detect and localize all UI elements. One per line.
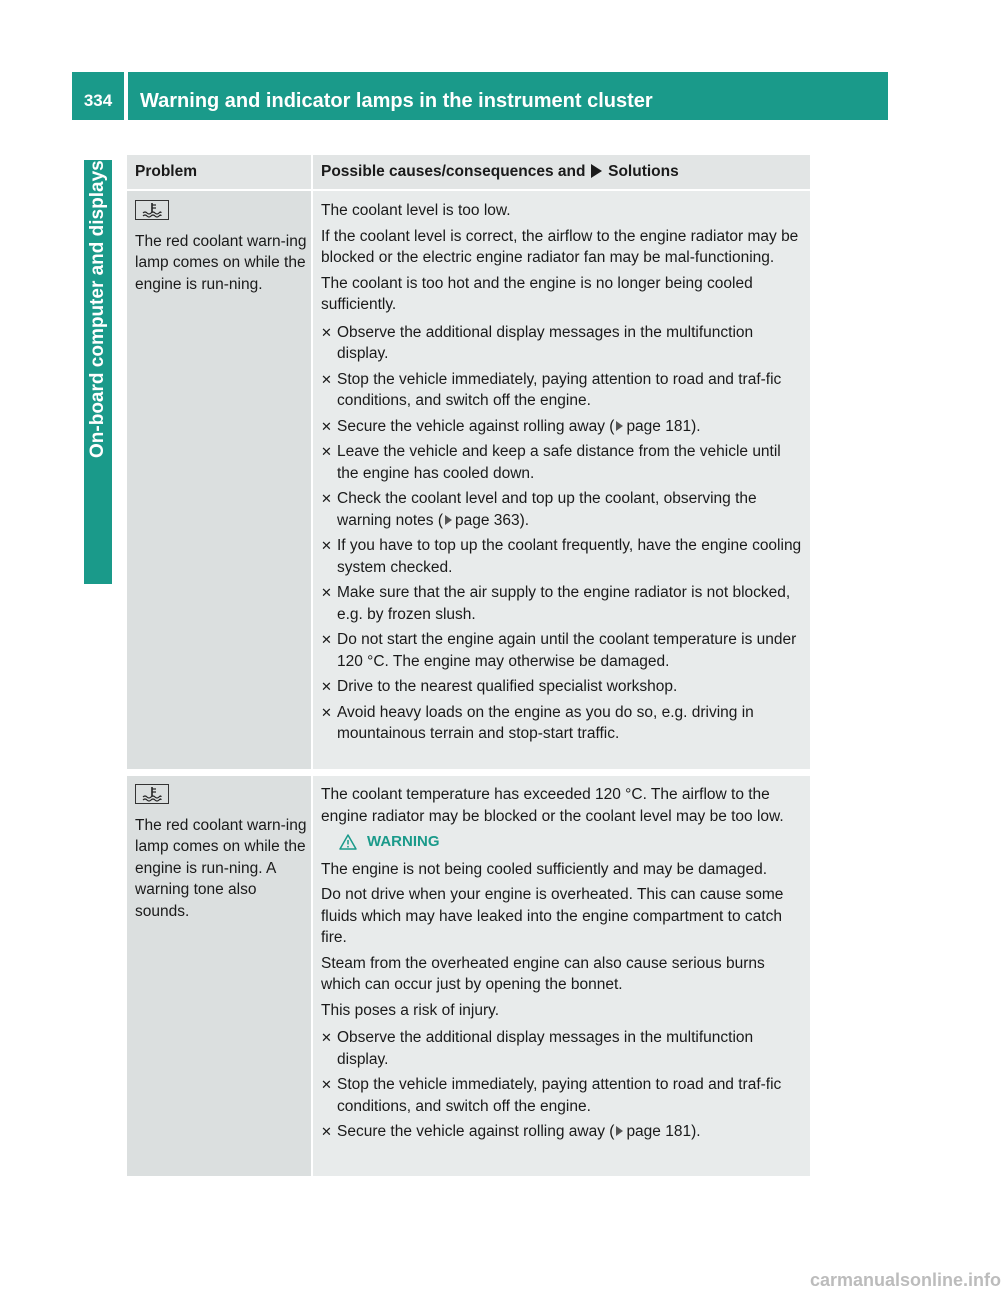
page-number: 334 [72, 72, 124, 120]
problem-cell [127, 776, 313, 1176]
action-arrow-icon [591, 164, 602, 178]
page-ref-arrow-icon [445, 515, 452, 525]
action-x-icon: ✕ [321, 491, 332, 506]
action-x-icon: ✕ [321, 1077, 332, 1092]
cause-paragraph: The coolant temperature has exceeded 120 °C. The airflow to the engine radiator may be blocked or the coolant level may be too low. [321, 786, 784, 825]
warning-lamps-table [127, 155, 810, 1176]
problem-text: The red coolant warn-ing lamp comes on while the engine is run-ning. [135, 232, 307, 293]
page-ref-arrow-icon [616, 1126, 623, 1136]
coolant-temperature-icon [135, 784, 169, 804]
table-row [127, 191, 810, 776]
list-item: ✕ Make sure that the air supply to the engine radiator is not blocked, e.g. by frozen slush. [321, 582, 804, 625]
action-x-icon: ✕ [321, 1124, 332, 1139]
list-item: ✕ Leave the vehicle and keep a safe distance from the vehicle until the engine has cooled down. [321, 441, 804, 484]
page-reference-link[interactable]: page 181 [626, 417, 692, 435]
warning-label: WARNING [367, 833, 440, 850]
page-reference-link[interactable]: page 181 [626, 1123, 692, 1140]
action-x-icon: ✕ [321, 704, 332, 720]
list-item: ✕ Observe the additional display messages in the multifunction display. [321, 1027, 804, 1070]
problem-text: The red coolant warn-ing lamp comes on while the engine is run-ning. A warning tone also sounds. [135, 816, 307, 920]
warning-triangle-icon [339, 834, 357, 850]
action-x-icon: ✕ [321, 1030, 332, 1045]
warning-paragraph: This poses a risk of injury. [321, 1001, 500, 1019]
table-row [127, 776, 810, 1176]
list-item: ✕ Avoid heavy loads on the engine as you do so, e.g. driving in mountainous terrain and stop-start traffic. [321, 702, 804, 745]
action-x-icon: ✕ [321, 585, 332, 600]
cause-paragraph: If the coolant level is correct, the airflow to the engine radiator may be blocked or the electric engine radiator fan may be mal-functioning. [321, 227, 799, 266]
list-item: ✕ Observe the additional display messages in the multifunction display. [321, 322, 804, 365]
column-header-solutions-prefix: Possible causes/consequences and [321, 163, 586, 180]
page-reference-link[interactable]: page 363 [454, 511, 520, 529]
action-x-icon: ✕ [321, 632, 332, 647]
cause-paragraph: The coolant is too hot and the engine is no longer being cooled sufficiently. [321, 274, 753, 313]
solutions-cell [313, 776, 810, 1176]
list-item: ✕ Secure the vehicle against rolling away ( page 181). [321, 1121, 804, 1143]
warning-paragraph: Steam from the overheated engine can also cause serious burns which can occur just by opening the bonnet. [321, 954, 765, 993]
watermark: carmanualsonline.info [810, 1270, 1001, 1290]
solutions-cell [313, 191, 810, 769]
action-x-icon: ✕ [321, 538, 332, 553]
page-title: Warning and indicator lamps in the instrument cluster [128, 72, 888, 120]
list-item: ✕ Drive to the nearest qualified specialist workshop. [321, 676, 804, 698]
action-x-icon: ✕ [321, 418, 332, 434]
table-header [127, 155, 810, 191]
list-item: ✕ Stop the vehicle immediately, paying attention to road and traf-fic conditions, and switch off the engine. [321, 369, 804, 412]
warning-paragraph: Do not drive when your engine is overheated. This can cause some fluids which may have leaked into the engine compartment to catch fire. [321, 886, 784, 946]
action-x-icon: ✕ [321, 444, 332, 459]
action-x-icon: ✕ [321, 679, 332, 694]
list-item: ✕ Stop the vehicle immediately, paying attention to road and traf-fic conditions, and switch off the engine. [321, 1074, 804, 1117]
coolant-temperature-icon [135, 200, 169, 220]
problem-cell [127, 191, 313, 769]
action-x-icon: ✕ [321, 371, 332, 387]
column-header-solutions-suffix: Solutions [608, 163, 679, 180]
list-item: ✕ Do not start the engine again until the coolant temperature is under 120 °C. The engine may otherwise be damaged. [321, 629, 804, 672]
side-tab-label: On-board computer and displays [87, 160, 108, 458]
list-item: ✕ Secure the vehicle against rolling away ( page 181). [321, 416, 804, 438]
page-ref-arrow-icon [616, 421, 623, 431]
action-x-icon: ✕ [321, 324, 332, 340]
list-item: ✕ If you have to top up the coolant frequently, have the engine cooling system checked. [321, 535, 804, 578]
column-header-solutions [313, 155, 810, 189]
warning-heading [339, 831, 804, 853]
list-item: ✕ Check the coolant level and top up the coolant, observing the warning notes ( page 363). [321, 488, 804, 531]
cause-paragraph: The coolant level is too low. [321, 202, 511, 219]
column-header-problem: Problem [127, 155, 313, 189]
warning-paragraph: The engine is not being cooled sufficiently and may be damaged. [321, 860, 768, 878]
